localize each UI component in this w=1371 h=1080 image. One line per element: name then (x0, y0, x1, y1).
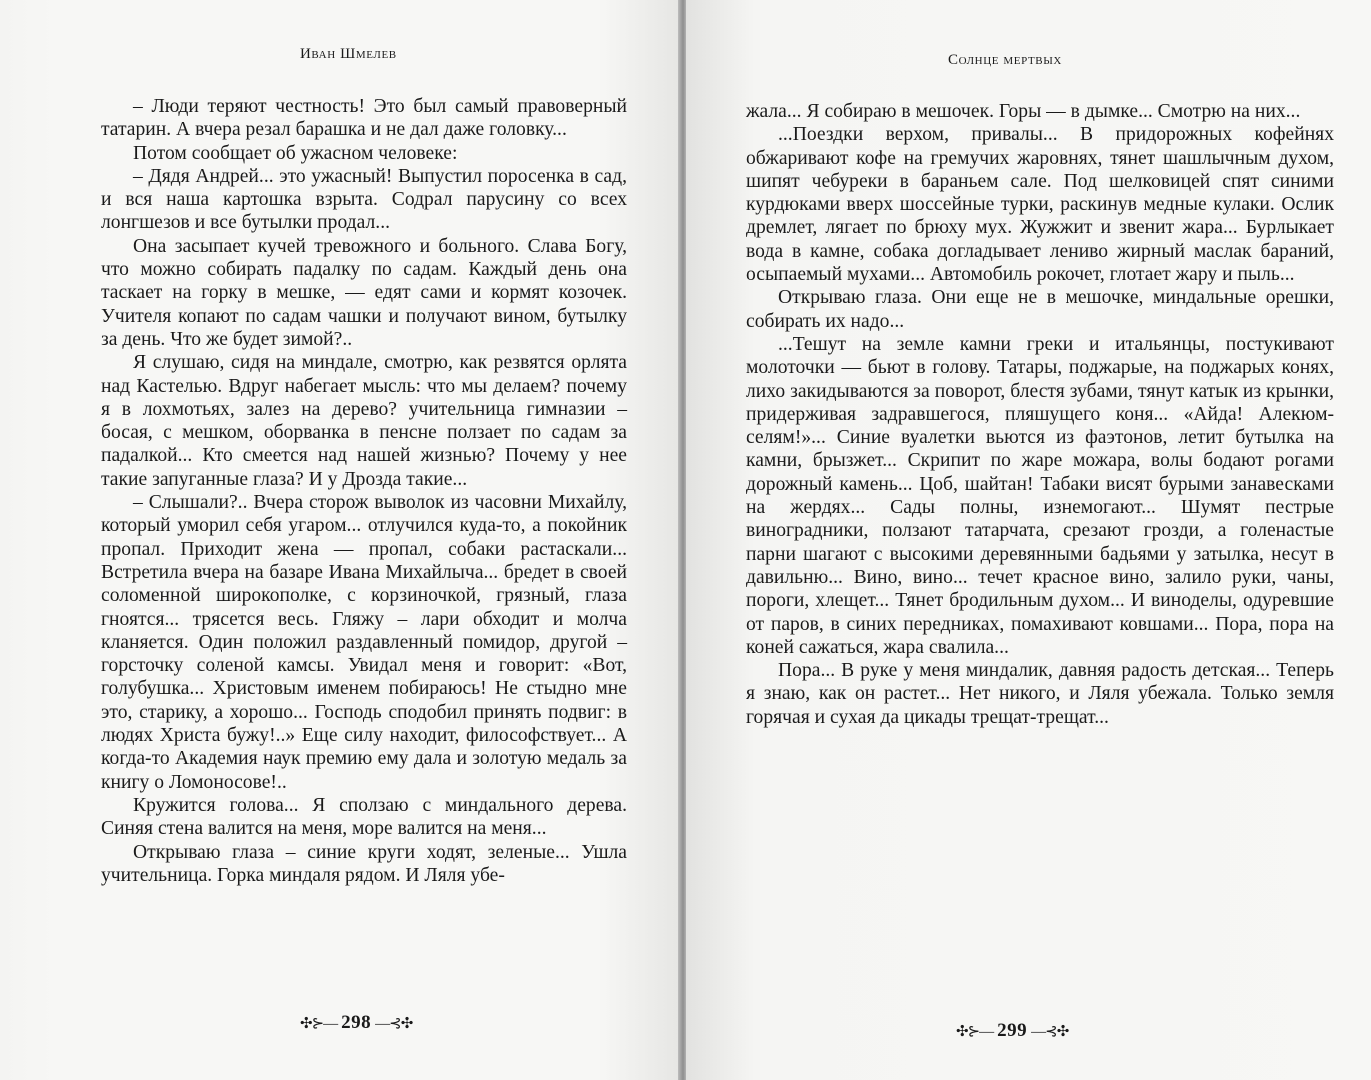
page-number-left (300, 1012, 412, 1034)
running-head-author: Иван Шмелев (300, 46, 397, 62)
paragraph: ...Поездки верхом, привалы... В придорожных кофейнях обжаривают кофе на гремучих жаровнях, тянет шашлычным духом, шипят чебуреки в бараньем сале. Под шелковицей спят синими курдюками вверх шоссейные турки, раскинув медные кулаки. Ослик дремлет, лягает по брюху мух. Жужжит и звенит жара... Бурлыкает вода в камне, собака догладывает лениво жирный маслак бараний, осыпаемый мухами... Автомобиль рокочет, глотает жару и пыль... (746, 124, 1334, 286)
left-page (0, 0, 680, 1080)
paragraph: – Люди теряют честность! Это был самый правоверный татарин. А вчера резал барашка и не дал даже головку... (101, 96, 627, 141)
ornament-icon: —⊰✣ (1031, 1023, 1069, 1040)
ornament-icon: —⊰✣ (375, 1015, 413, 1032)
paragraph: Я слушаю, сидя на миндале, смотрю, как резвятся орлята над Кастелью. Вдруг набегает мысль: что мы делаем? почему я в лохмотьях, залез на дерево? учительница гимназии – босая, с мешком, оборванка в пенсне ползает по садам за падалкой... Кто смеется над нашей жизнью? Почему у нее такие запуганные глаза? И у Дрозда такие... (101, 352, 627, 490)
paragraph: ...Тешут на земле камни греки и итальянцы, постукивают молоточки — бьют в голову. Татары, поджарые, на поджарых конях, лихо закидываются за поворот, блестя зубами, тянут катык из крынки, придерживая задравшегося, пляшущего коня... «Айда! Алекюм-селям!»... Синие вуалетки вьются из фаэтонов, летит бутылка на камни, брызжет... Скрипит по жаре можара, волы бодают рогами дорожный камень... Цоб, шайтан! Табаки висят бурыми занавесками на жердях... Сады полны, изнемогают... Шумят пестрые виноградники, ползают татарчата, срезают грозди, а голенастые парни шагают с высокими деревянными бадьями у затылка, несут в давильню... Вино, вино... течет красное вино, залило руки, чаны, пороги, хлещет... Тянет бродильным духом... И виноделы, одуревшие от паров, в синих передниках, помахивают ковшами... Пора, пора на коней сажаться, жара свалила... (746, 333, 1334, 658)
paragraph: Открываю глаза. Они еще не в мешочке, миндальные орешки, собирать их надо... (746, 287, 1334, 332)
page-number: 299 (997, 1020, 1028, 1041)
paragraph: – Слышали?.. Вчера сторож выволок из часовни Михайлу, который уморил себя угаром... отлучился куда-то, а покойник пропал. Приходит жена — пропал, собаки растаскали... Встретила вчера на базаре Ивана Михайлыча... бредет в своей соломенной широкополке, с корзиночкой, грязный, глаза гноятся... трясется весь. Гляжу – лари обходит и молча кланяется. Один положил раздавленный помидор, другой – горсточку соленой камсы. Увидал меня и говорит: «Вот, голубушка... Христовым именем побираюсь! Не стыдно мне это, старику, а хорошо... Господь сподобил принять подвиг: в людях Христа бужу!..» Еще силу находит, философствует... А когда-то Академия наук премию ему дала и золотую медаль за книгу о Ломоносове!.. (101, 492, 627, 793)
page-number: 298 (341, 1012, 372, 1033)
ornament-icon: ✣⊱— (300, 1015, 338, 1032)
paragraph: Кружится голова... Я сползаю с миндального дерева. Синяя стена валится на меня, море валится на меня... (101, 794, 627, 840)
paragraph: жала... Я собираю в мешочек. Горы — в дымке... Смотрю на них... (746, 101, 1301, 122)
page-number-right (956, 1020, 1068, 1042)
right-page (686, 0, 1371, 1080)
ornament-icon: ✣⊱— (956, 1023, 994, 1040)
paragraph: Она засыпает кучей тревожного и больного. Слава Богу, что можно собирать падалку по садам. Каждый день она таскает на горку в мешке, — едят сами и кормят козочек. Учителя копают по садам чашки и получают вином, бутылку за день. Что же будет зимой?.. (101, 235, 627, 350)
right-page-body (746, 100, 1334, 729)
paragraph: Открываю глаза – синие круги ходят, зеленые... Ушла учительница. Горка миндаля рядом. И Ляля убе- (101, 841, 627, 886)
paragraph: Пора... В руке у меня миндалик, давняя радость детская... Теперь я знаю, как он растет... Нет никого, и Ляля убежала. Только земля горячая и сухая да цикады трещат-трещат... (746, 660, 1334, 728)
paragraph: Потом сообщает об ужасном человеке: (133, 142, 458, 164)
left-page-body (101, 95, 627, 887)
paragraph: – Дядя Андрей... это ужасный! Выпустил поросенка в сад, и вся наша картошка взрыта. Содрал парусину со всех лонгшезов и все бутылки продал... (101, 165, 627, 234)
running-head-title: Солнце мертвых (948, 52, 1062, 68)
